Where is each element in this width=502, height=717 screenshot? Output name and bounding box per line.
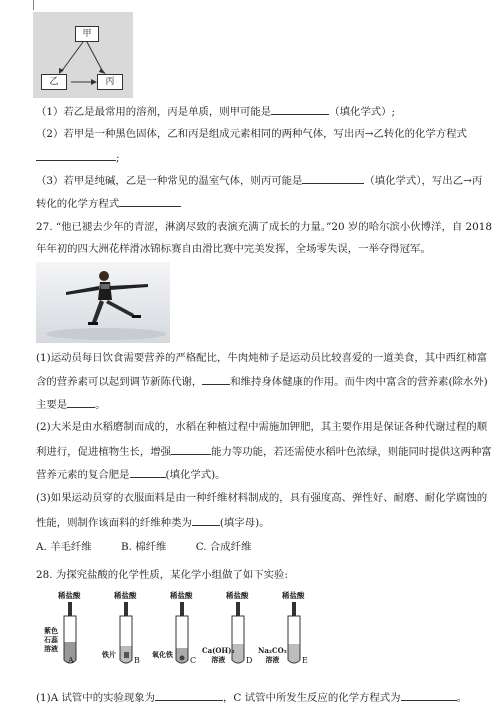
q26-part3-text: （3）若甲是纯碱，乙是一种常见的温室气体，则丙可能是 <box>36 175 303 187</box>
q27-part2-line3 <box>36 467 488 482</box>
answer-blank[interactable] <box>401 690 457 701</box>
q28-part1 <box>36 690 488 705</box>
tube-a <box>44 590 104 668</box>
q27-intro-line2 <box>36 242 488 256</box>
reagent-label: 氧化铁 <box>152 650 173 659</box>
skater-illustration <box>36 262 170 343</box>
answer-blank[interactable] <box>171 444 211 455</box>
q26-part2-answer <box>36 150 488 165</box>
q27-p2c-tail: (填化学式)。 <box>165 469 226 481</box>
node-yi: 乙 <box>41 74 67 90</box>
answer-blank[interactable] <box>192 515 220 526</box>
q26-part2-text: （2）若甲是一种黑色固体，乙和丙是组成元素相同的两种气体，写出丙→乙转化的化学方程式 <box>36 128 467 140</box>
q28-p1-mid: ，C 试管中所发生反应的化学方程式为 <box>223 692 401 704</box>
answer-blank[interactable] <box>36 150 116 161</box>
q26-part3-cont <box>36 196 488 211</box>
q27-part1-line3 <box>36 397 488 412</box>
q26-part1-text: （1）若乙是最常用的溶剂，丙是单质，则甲可能是 <box>36 106 272 118</box>
q27-part1-line1 <box>36 351 488 365</box>
tube-letter: E <box>302 656 308 665</box>
acid-label: 稀盐酸 <box>58 591 81 600</box>
tube-letter: D <box>246 656 253 665</box>
answer-blank[interactable] <box>271 104 329 115</box>
q27-part2-line1 <box>36 420 488 434</box>
q26-part2-tail: ; <box>116 152 120 164</box>
q26-part1-tail: （填化学式）; <box>329 106 396 118</box>
q27-p2b: 利进行，促进植物生长，增强 <box>36 446 172 458</box>
q27-p2c: 营养元素的复合肥是 <box>36 469 130 481</box>
q26-part3-mid: （填化学式），写出乙→丙 <box>364 175 483 187</box>
q26-part2 <box>36 127 488 141</box>
q27-p2b-tail: 能力等功能，若还需使水稻叶色浓绿，则能同时提供这两种富 <box>211 446 492 458</box>
acid-label: 稀盐酸 <box>226 591 249 600</box>
reagent-label: 紫色 石蕊 溶液 <box>44 626 58 653</box>
q27-intro2: 年年初的四大洲花样滑冰锦标赛自由滑比赛中完美发挥，全场零失误，一举夺得冠军。 <box>36 243 431 255</box>
q27-intro1: 27. “他已褪去少年的青涩，淋漓尽致的表演充满了成长的力量。”20 岁的哈尔滨小伙博洋，自 2018 <box>36 221 492 233</box>
q27-p1b: 含的营养素可以起到调节新陈代谢， <box>36 376 203 388</box>
q27-p2a: (2)大米是由水稻磨制而成的，水稻在种植过程中需施加钾肥，其主要作用是保证各种代谢过程的顺 <box>36 421 488 433</box>
tube-letter: A <box>68 656 74 665</box>
q27-p1a: (1)运动员每日饮食需要营养的严格配比，牛肉炖柿子是运动员比较喜爱的一道美食，其中西红柿富 <box>36 352 488 364</box>
answer-blank[interactable] <box>302 173 364 184</box>
reagent-label: Ca(OH)₂ 溶液 <box>202 646 235 664</box>
tube-letter: B <box>134 656 140 665</box>
q27-p1c-tail: 。 <box>95 399 106 411</box>
reagent-label: Na₂CO₃ 溶液 <box>258 646 287 664</box>
q28-p1-tail: 。 <box>456 692 467 704</box>
answer-blank[interactable] <box>202 374 230 385</box>
test-tube-experiments <box>36 590 336 680</box>
q27-p1c: 主要是 <box>36 399 68 411</box>
answer-blank[interactable] <box>130 467 166 478</box>
node-jia: 甲 <box>75 26 99 42</box>
q27-part1-line2 <box>36 374 488 389</box>
reagent-label: 铁片 <box>102 650 116 659</box>
acid-label: 稀盐酸 <box>282 591 305 600</box>
answer-blank[interactable] <box>67 397 95 408</box>
q26-part3-cont-text: 转化的化学方程式 <box>36 198 120 210</box>
q27-intro-line1 <box>36 220 492 234</box>
tube-e <box>258 590 328 668</box>
q28-intro <box>36 568 488 582</box>
answer-blank[interactable] <box>155 690 223 701</box>
node-bing: 丙 <box>97 74 123 90</box>
q28-intro-text: 28. 为探究盐酸的化学性质，某化学小组做了如下实验: <box>36 569 288 581</box>
q27-part3-line2 <box>36 515 488 530</box>
skater-photo <box>36 262 170 343</box>
q27-p3b-tail: (填字母)。 <box>219 517 270 529</box>
relation-diagram <box>33 12 133 98</box>
option-b[interactable]: B. 棉纤维 <box>120 541 167 553</box>
q27-options <box>36 540 488 554</box>
acid-label: 稀盐酸 <box>170 591 193 600</box>
q27-p3a: (3)如果运动员穿的衣服面料是由一种纤维材料制成的，具有强度高、弹性好、耐磨、耐化学腐蚀的 <box>36 492 488 504</box>
tube-b <box>100 590 160 668</box>
tube-letter: C <box>190 656 197 665</box>
q27-part3-line1 <box>36 491 488 505</box>
acid-label: 稀盐酸 <box>114 591 137 600</box>
answer-blank[interactable] <box>119 196 181 207</box>
q27-p3b: 性能，则制作该面料的纤维种类为 <box>36 517 192 529</box>
option-c[interactable]: C. 合成纤维 <box>195 541 252 553</box>
option-a[interactable]: A. 羊毛纤维 <box>36 541 92 553</box>
q26-part1 <box>36 104 488 119</box>
top-border-line <box>33 0 34 10</box>
q27-part2-line2 <box>36 444 492 459</box>
q27-p1b-tail: 和维持身体健康的作用。而牛肉中富含的营养素(除水外) <box>230 376 488 388</box>
q26-part3 <box>36 173 488 188</box>
q28-p1: (1)A 试管中的实验现象为 <box>36 692 156 704</box>
